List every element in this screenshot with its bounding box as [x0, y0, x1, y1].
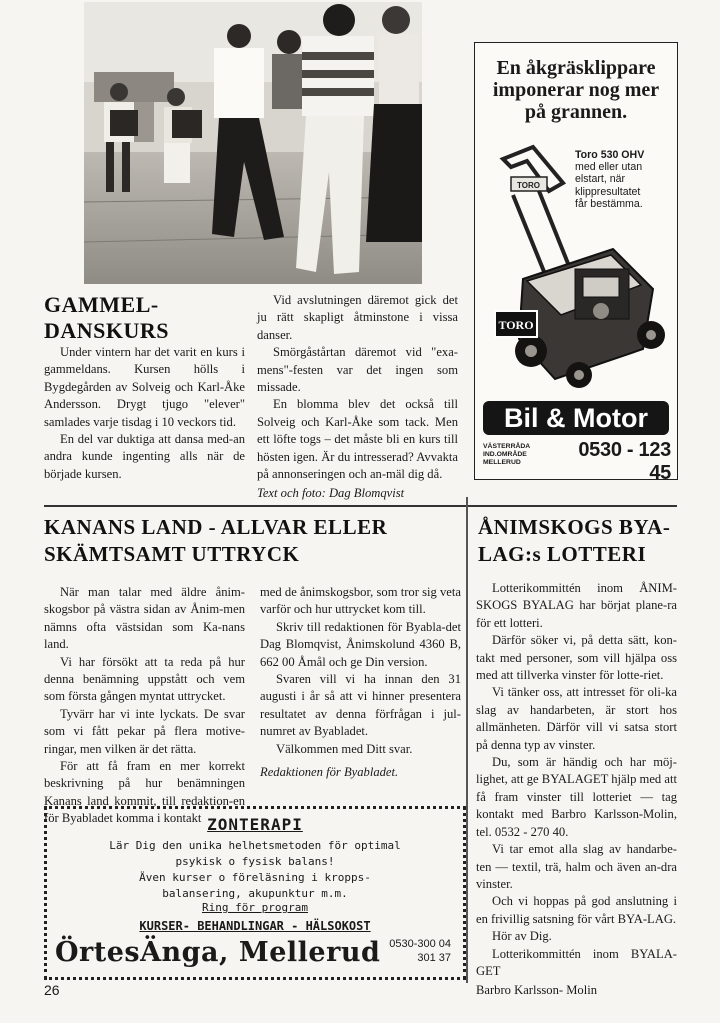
article2-col2-p4: Välkommen med Ditt svar. — [276, 741, 413, 756]
lawn-mower-illustration — [483, 139, 673, 389]
article1-col1-p1: Under vintern har det varit en kurs i gammeldans. Kursen hölls i Bygdegården av Solveig och Karl-Åke Andersson. Drygt tjugo "elever" samlades varje tisdag i 10 veckors tid. — [44, 345, 245, 429]
article1-col1 — [44, 344, 245, 483]
zonterapi-advertisement[interactable] — [44, 806, 466, 980]
ad-model-line5: får bestämma. — [575, 197, 643, 210]
article1-col2-p1: Vid avslutningen däremot gick det ju rätt skapligt åtminstone i vissa danser. — [257, 293, 458, 342]
article2-col1-p2: Vi har försökt att ta reda på hur denna benämning uppstått och vem som första gången myntat uttrycket. — [44, 654, 245, 704]
ad-headline — [475, 57, 677, 123]
dealer-name: Bil & Motor — [504, 403, 648, 433]
article1-col2-p3: En blomma blev det också till Solveig och Karl-Åke som tack. Men ett löfte togs – det måste bli en kurs till hösten igen. Är du intresserad? Avvakta på annonseringen och an-mäl dig då. — [257, 397, 458, 482]
article3-p7: Hör av Dig. — [492, 929, 552, 944]
article2-title-line2: SKÄMTSAMT UTTRYCK — [44, 542, 300, 566]
article3-body — [476, 580, 677, 1000]
zonterapi-line2: psykisk o fysisk balans! — [175, 855, 335, 868]
ad-model-line3: elstart, när — [575, 173, 626, 186]
zonterapi-name: ÖrtesÄnga, Mellerud — [55, 937, 381, 968]
ad-model-name: Toro 530 OHV — [575, 149, 645, 161]
ad-headline-line3: på grannen. — [524, 101, 628, 123]
article3-p5: Vi tar emot alla slag av handarbe-ten — textil, trä, halm och även an-dra vinster. — [476, 842, 677, 891]
mower-brand-label: TORO — [517, 181, 540, 190]
bil-motor-banner — [483, 401, 669, 435]
horizontal-rule — [44, 505, 677, 507]
zonterapi-phones — [365, 937, 451, 965]
article2-title-line1: KANANS LAND - ALLVAR ELLER — [44, 515, 388, 539]
article2-signoff: Redaktionen för Byabladet. — [260, 765, 399, 780]
article1-credit: Text och foto: Dag Blomqvist — [257, 486, 405, 500]
article3-p3: Vi tänker oss, att intresset för oli-ka slag av handarbeten, är stort hos allmänheten. Därför vill vi satsa stort på denna typ av vinster. — [476, 685, 677, 752]
ad-headline-line2: imponerar nog mer — [492, 79, 660, 101]
zonterapi-line3: Även kurser o föreläsning i kropps- — [139, 871, 371, 884]
zonterapi-line4: balansering, akupunktur m.m. — [162, 887, 348, 900]
dealer-area-line1: VÄSTERRÅDA IND.OMRÅDE — [483, 443, 530, 458]
article3-p4: Du, som är händig och har möj-lighet, att ge BYALAGET hjälp med att få fram vinster till lotteriet — tag kontakt med Barbro Karlsson-Molin, tel. 0532 - 270 40. — [476, 755, 677, 839]
article1-title-line1: GAMMEL- — [44, 292, 159, 317]
article2-title — [44, 514, 464, 568]
article3-p1: Lotterikommittén inom ÅNIM-SKOGS BYALAG har börjat plane-ra för ett lotteri. — [476, 581, 677, 630]
toro-logo: TORO — [498, 318, 534, 332]
article1-col2 — [257, 292, 458, 483]
article3-signature2: Barbro Karlsson- Molin — [476, 983, 598, 998]
article2-col1 — [44, 584, 245, 828]
zonterapi-title: ZONTERAPI — [207, 815, 303, 834]
article1-title-line2: DANSKURS — [44, 318, 170, 343]
toro-advertisement[interactable] — [474, 42, 678, 484]
dealer-phone: 0530 - 123 45 — [578, 439, 671, 484]
article3-title-line1: ÅNIMSKOGS BYA- — [478, 515, 671, 539]
ad-model-line4: klippresultatet — [575, 185, 641, 198]
dealer-area — [483, 443, 573, 467]
article3-title-line2: LAG:s LOTTERI — [478, 542, 647, 566]
zonterapi-phone2: 301 37 — [417, 952, 451, 964]
article3-p2: Därför söker vi, på detta sätt, kon-takt med personer, som vill hjälpa oss med att tillverka vinster för lotte-riet. — [476, 633, 677, 683]
article2-col2-p1: med de ånimskogsbor, som tror sig veta varför och hur uttrycket kom till. — [260, 585, 461, 617]
article2-col2 — [260, 584, 461, 781]
zonterapi-phone1: 0530-300 04 — [389, 938, 451, 950]
article2-col1-p3: Tyvärr har vi inte lyckats. De svar som vi fått pekar på flera motive-ringar, men vilken är det rätta. — [44, 706, 245, 756]
ad-model-line2: med eller utan — [575, 161, 643, 174]
zonterapi-line1: Lär Dig den unika helhetsmetoden för optimal — [109, 839, 401, 852]
article3-signature1: Lotterikommittén inom BYALA-GET — [476, 946, 677, 978]
article2-col2-p2: Skriv till redaktionen för Byabla-det Dag Blomqvist, Ånimskolund 4360 B, 662 00 Åmål och ge Din version. — [260, 619, 461, 669]
article1-col2-p2: Smörgåstårtan däremot vid "exa-mens"-festen var det ingen som missade. — [257, 345, 458, 395]
article2-col1-p4: För att få fram en mer korrekt beskrivning på hur benämningen Kanans land kommit, till redaktion-en för Byabladet komma i kontakt — [44, 759, 245, 826]
dance-photo — [84, 2, 422, 284]
dealer-area-line2: MELLERUD — [483, 459, 521, 466]
zonterapi-line5: Ring för program — [202, 901, 308, 914]
article3-p6: Och vi hoppas på god anslutning i en frivillig satsning för vårt BYA-LAG. — [476, 894, 677, 926]
article1-col1-p2: En del var duktiga att dansa med-an andra kunde ingenting alls när de började kursen. — [44, 432, 245, 481]
article1-title — [44, 292, 254, 344]
vertical-rule — [466, 497, 468, 983]
ad-headline-line1: En åkgräsklippare — [496, 57, 656, 79]
zonterapi-services: KURSER- BEHANDLINGAR - HÄLSOKOST — [139, 919, 371, 933]
dance-photo-graphic — [84, 2, 422, 284]
article2-col2-p3: Svaren vill vi ha innan den 31 augusti i år så att vi hinner presentera resultatet av denna förfrågan i jul-numret av Byabladet. — [260, 672, 461, 739]
article3-title — [478, 514, 678, 568]
page-number: 26 — [44, 982, 60, 998]
article2-col1-p1: När man talar med äldre ånim-skogsbor på västra sidan av Ånim-men nämns ofta västsidan som Ka-nans land. — [44, 585, 245, 652]
